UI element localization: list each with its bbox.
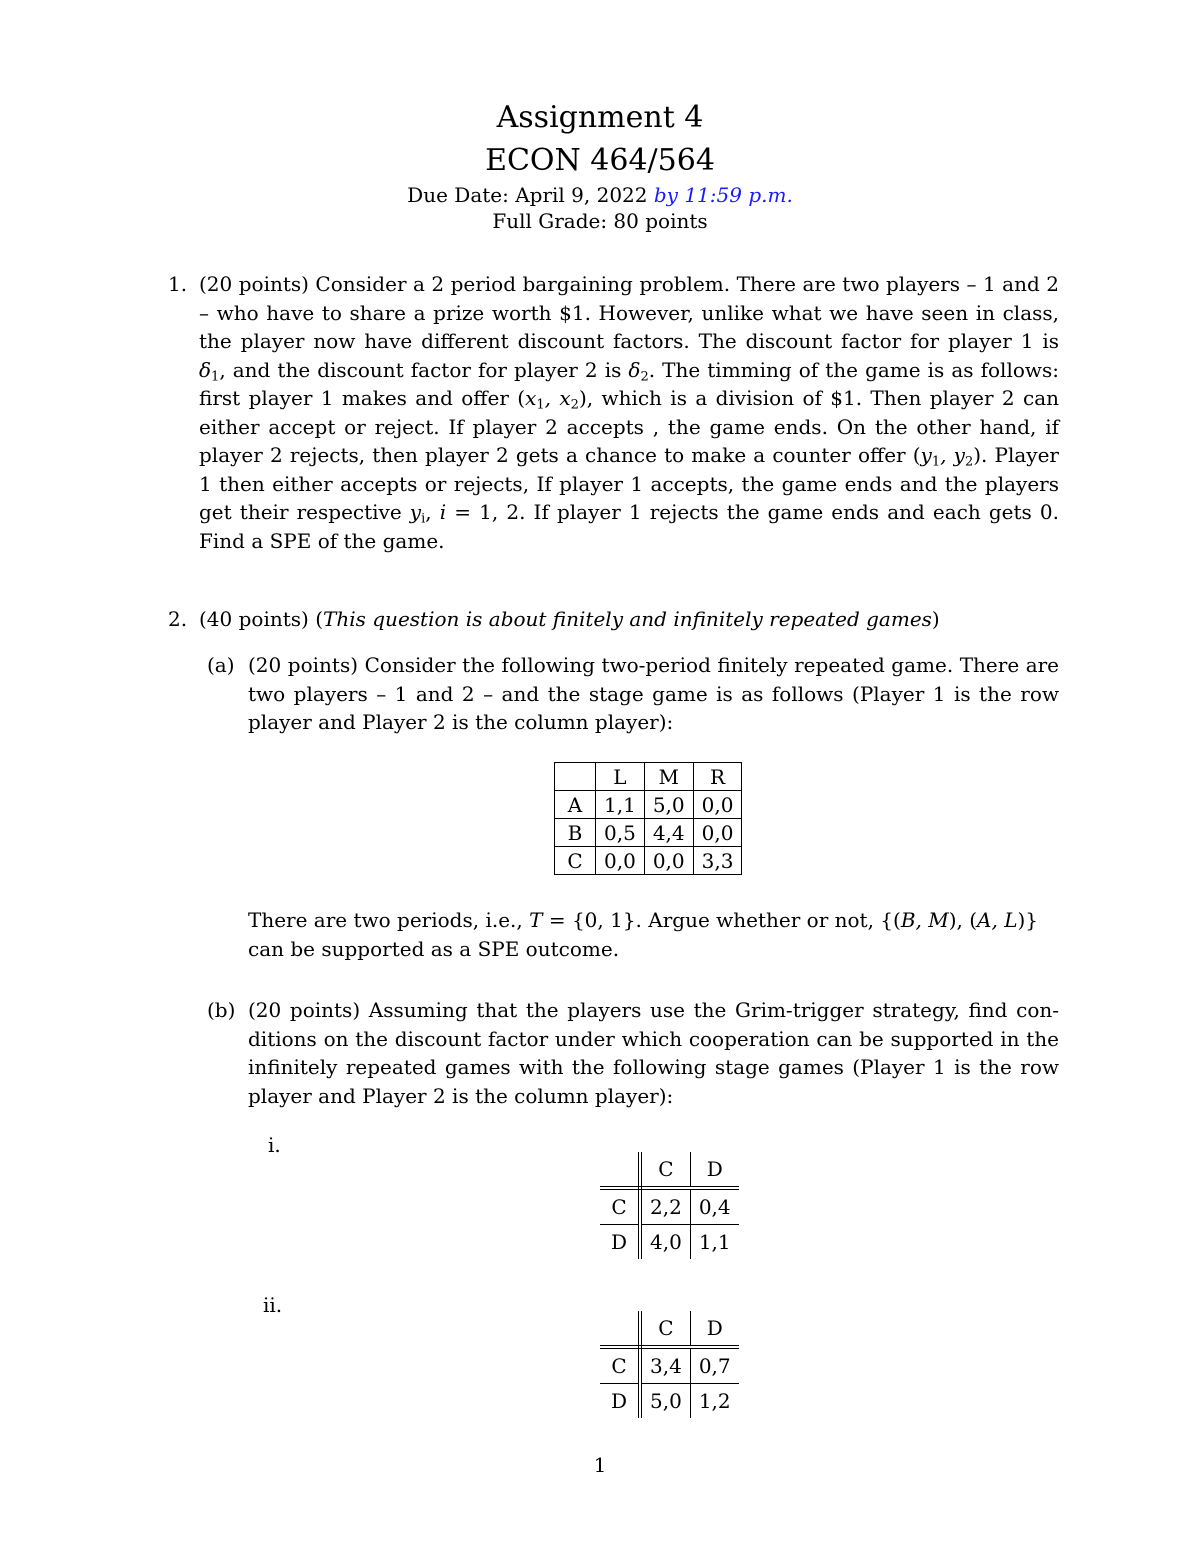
payoff-cell: 5,0 (640, 1384, 690, 1419)
payoff-cell: 0,4 (690, 1188, 738, 1225)
col-header: C (640, 1152, 690, 1188)
payoff-cell: 1,2 (698, 1389, 731, 1413)
row-header: D (600, 1225, 640, 1260)
col-header: D (690, 1311, 738, 1347)
page-number: 1 (593, 1453, 607, 1477)
row-header: A (555, 791, 596, 819)
q2a-label: (a) (207, 653, 235, 677)
payoff-cell: 0,7 (690, 1347, 738, 1384)
row-header: C (600, 1347, 640, 1384)
payoff-cell: 3,4 (640, 1347, 690, 1384)
q2a-outro: can be supported as a SPE outcome. (248, 936, 620, 961)
q1-points: (20 points) (199, 272, 309, 296)
due-date-text: Due Date: April 9, 2022 (407, 183, 648, 207)
q2a-points: (20 points) (248, 653, 359, 677)
payoff-cell: 2,2 (640, 1188, 690, 1225)
payoff-cell: 4,4 (644, 819, 693, 847)
payoff-cell: 5,0 (644, 791, 693, 819)
row-header: C (600, 1188, 640, 1225)
col-header: R (693, 763, 742, 791)
q2-heading: (40 points) (This question is about finitely and infinitely repeated games) (199, 607, 940, 631)
col-header: D (690, 1152, 738, 1188)
q2a-question: There are two periods, i.e., T = {0, 1}. Argue whether or not, {(B, M), (A, L)} can be supported as a SPE outcome. (248, 908, 1039, 961)
q2-number: 2. (168, 607, 188, 631)
q2b-body: Assuming that the players use the Grim-trigger strategy, find con-ditions on the discount factor under which cooperation can be supported in the infinitely repeated games with the following stage games (Player 1 is the row player and Player 2 is the column player): (248, 998, 1059, 1108)
payoff-cell: 0,0 (693, 791, 742, 819)
q2a-text (248, 651, 1059, 737)
q1-number: 1. (168, 272, 188, 296)
due-time: by 11:59 p.m. (653, 183, 793, 207)
payoff-cell: 3,3 (693, 847, 742, 875)
game-i-label: i. (268, 1133, 281, 1157)
assignment-title: Assignment 4 (496, 100, 704, 135)
game-ii-table (600, 1311, 739, 1418)
due-date (0, 182, 1200, 208)
col-header: C (640, 1311, 690, 1347)
course-code: ECON 464/564 (485, 143, 715, 178)
q2-topic: This question is about finitely and infinitely repeated games (323, 607, 932, 631)
stage-game-table (554, 762, 742, 875)
game-i-table (600, 1152, 739, 1259)
payoff-cell: 4,0 (640, 1225, 690, 1260)
table-corner (555, 763, 596, 791)
payoff-cell: 1,1 (596, 791, 645, 819)
table-corner (600, 1311, 640, 1347)
col-header: L (596, 763, 645, 791)
full-grade: Full Grade: 80 points (492, 209, 708, 233)
row-header: B (555, 819, 596, 847)
payoff-cell: 0,0 (644, 847, 693, 875)
row-header: D (600, 1384, 640, 1419)
q2b-label: (b) (207, 998, 236, 1022)
q1-text: (20 points) Consider a 2 period bargaining problem. There are two players – 1 and 2 – who have to share a prize worth $1. However, unlike what we have seen in class, the player now have different discount factors. The discount factor for player 1 is $\delta_1$, and the discount factor for player 2 is $\delta_2$. The timming of the game is as follows: first player 1 makes and offer ($x_1$, $x_2$), which is a division of $1. Then player 2 can either accept or reject. If player 2 accepts , the game ends. On the other hand, if player 2 rejects, then player 2 gets a chance to make a counter offer ($y_1$, $y_2$). Player 1 then either accepts or rejects, If player 1 accepts, the game ends and the players get their respective $y_i$, i = 1, 2. If player 1 rejects the game ends and each gets 0. Find a SPE of the game. (199, 272, 1060, 553)
game-ii-label: ii. (263, 1293, 283, 1317)
payoff-cell: 1,1 (698, 1230, 731, 1254)
q2-points: (40 points) (199, 607, 309, 631)
q2a-intro: Consider the following two-period finitely repeated game. There are two players – 1 and 2 – and the stage game is as follows (Player 1 is the row player and Player 2 is the column player): (248, 653, 1060, 734)
q2b-text (248, 996, 1059, 1110)
q2b-points: (20 points) (248, 998, 361, 1022)
payoff-cell: 0,5 (596, 819, 645, 847)
row-header: C (555, 847, 596, 875)
col-header: M (644, 763, 693, 791)
payoff-cell: 0,0 (596, 847, 645, 875)
table-corner (600, 1152, 640, 1188)
payoff-cell: 0,0 (693, 819, 742, 847)
